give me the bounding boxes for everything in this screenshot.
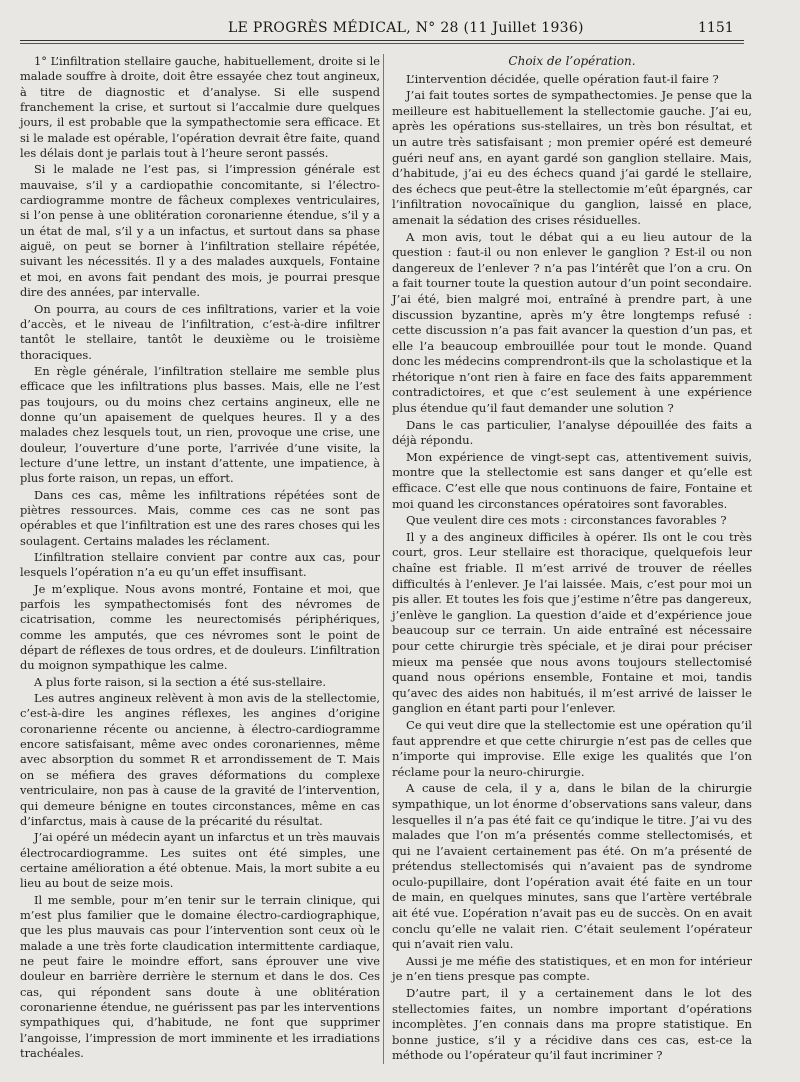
left-paragraph-1: 1° L’infiltration stellaire gauche, habituellement, droite si le malade souffre à droite, doit être essayée chez tout angineux, à titre de diagnostic et d’analyse. Si elle suspend franchement la crise, et surtout si l’accalmie dure quelques jours, il est probable que la sympathectomie sera efficace. Et si le malade est opérable, l’opération devrait être faite, quand les délais dont je parlais tout à l’heure seront passés. [20,54,380,161]
header-rule-thin [20,43,744,44]
left-paragraph-11: Il me semble, pour m’en tenir sur le terrain clinique, qui m’est plus familier que le domaine électro-cardiographique, que les plus mauvais cas pour l’intervention sont ceux où le malade a une très forte claudication intermittente cardiaque, ne peut faire le moindre effort, sans éprouver une vive douleur en barrière derrière le sternum et dans le dos. Ces cas, qui répondent sans doute à une oblitération coronarienne étendue, ne guérissent pas par les interventions sympathiques qui, d’habitude, ne font que supprimer l’angoisse, l’impression de mort imminente et les irradiations trachéales. [20,892,380,1060]
left-paragraph-7: Je m’explique. Nous avons montré, Fontaine et moi, que parfois les sympathectomisés font des névromes de cicatrisation, comme les neurectomisés périphériques, comme les amputés, que ces névromes sont le point de départ de réflexes de tous ordres, et de douleurs. L’infiltration du moignon sympathique les calme. [20,581,380,673]
right-paragraph-8: Ce qui veut dire que la stellectomie est une opération qu’il faut apprendre et que cette chirurgie n’est pas de celles que n’importe qui improvise. Elle exige les qualités que l’on réclame pour la neuro-chirurgie. [392,717,752,779]
right-paragraph-3: A mon avis, tout le débat qui a eu lieu autour de la question : faut-il ou non enlever le ganglion ? Est-il ou non dangereux de l’enlever ? n’a pas l’intérêt que l’on a cru. On a fait tourner toute la question autour d’un point secondaire. J’ai été, bien malgré moi, entraîné à prendre part, à une discussion byzantine, après m’y être longtemps refusé : cette discussion n’a pas fait avancer la question d’un pas, et elle l’a beaucoup embrouillée pour tout le monde. Quand donc les médecins comprendront-ils que la scholastique et la rhétorique n’ont rien à faire en face des faits apparemment contradictoires, et que c’est seulement à une expérience plus étendue qu’il faut demander une solution ? [392,229,752,416]
section-title: Choix de l’opération. [508,54,636,68]
right-paragraph-7: Il y a des angineux difficiles à opérer. Ils ont le cou très court, gros. Leur stellaire est thoracique, quelquefois leur chaîne est friable. Il m’est arrivé de trouver de réelles difficultés à l’enlever. Je l’ai laissée. Mais, c’est pour moi un pis aller. Et toutes les fois que j’estime n’être pas dangereux, j’enlève le ganglion. La question d’aide et d’expérience joue beaucoup sur ce terrain. Un aide entraîné est nécessaire pour cette chirurgie très spéciale, et je dirai pour préciser mieux ma pensée que nous avons toujours stellectomisé quand nous opérions ensemble, Fontaine et moi, tandis qu’avec des aides non habitués, il m’est arrivé de laisser le ganglion en étant parti pour l’enlever. [392,529,752,716]
right-paragraph-4: Dans le cas particulier, l’analyse dépouillée des faits a déjà répondu. [392,417,752,448]
running-title: LE PROGRÈS MÉDICAL, N° 28 (11 Juillet 1936) [228,20,584,36]
header-rule [20,40,744,41]
left-paragraph-9: Les autres angineux relèvent à mon avis de la stellectomie, c’est-à-dire les angines réflexes, les angines d’origine coronarienne récente ou ancienne, à électro-cardiogramme encore satisfaisant, même avec ondes coronariennes, même avec absorption du sommet R et arrondissement de T. Mais on se méfiera des graves déformations du complexe ventriculaire, non pas à cause de la gravité de l’intervention, qui demeure bénigne en toutes circonstances, même en cas d’infarctus, mais à cause de la précarité du résultat. [20,691,380,828]
page-header [0,18,800,42]
page-number: 1151 [698,20,734,36]
right-column [392,54,752,1065]
right-paragraph-9: A cause de cela, il y a, dans le bilan de la chirurgie sympathique, un lot énorme d’observations sans valeur, dans lesquelles il n’a pas été fait ce qu’indique le titre. J’ai vu des malades que l’on m’a présentés comme stellectomisés, et qui ne l’avaient certainement pas été. On m’a présenté de prétendus stellectomisés qui n’avaient pas de syndrome oculo-pupillaire, dont l’opération avait été faite en un tour de main, en quelques minutes, sans que l’artère vertébrale ait été vue. L’opération n’avait pas eu de succès. On en avait conclu qu’elle ne valait rien. C’était seulement l’opérateur qui n’avait rien valu. [392,781,752,952]
left-paragraph-3: On pourra, au cours de ces infiltrations, varier et la voie d’accès, et le niveau de l’infiltration, c’est-à-dire infiltrer tantôt le stellaire, tantôt le deuxième ou le troisième thoraciques. [20,301,380,362]
column-divider [383,54,384,1064]
right-paragraph-6: Que veulent dire ces mots : circonstances favorables ? [406,513,727,528]
left-paragraph-10: J’ai opéré un médecin ayant un infarctus et un très mauvais électrocardiogramme. Les suites ont été simples, une certaine amélioration a été obtenue. Mais, la mort subite a eu lieu au bout de seize mois. [20,830,380,891]
right-paragraph-11: D’autre part, il y a certainement dans le lot des stellectomies faites, un nombre important d’opérations incomplètes. J’en connais dans ma propre statistique. En bonne justice, s’il y a récidive dans ces cas, est-ce la méthode ou l’opérateur qu’il faut incriminer ? [392,986,752,1063]
left-paragraph-5: Dans ces cas, même les infiltrations répétées sont de piètres ressources. Mais, comme ces cas ne sont pas opérables et que l’infiltration est une des rares choses qui les soulagent. Certains malades les réclament. [20,487,380,548]
left-paragraph-2: Si le malade ne l’est pas, si l’impression générale est mauvaise, s’il y a cardiopathie concomitante, si l’électro-cardiogramme montre de fâcheux complexes ventriculaires, si l’on pense à une oblitération coronarienne étendue, s’il y a un état de mal, s’il y a un infactus, et surtout dans sa phase aiguë, on peut se borner à l’infiltration stellaire répétée, suivant les nécessités. Il y a des malades auxquels, Fontaine et moi, en avons fait pendant des mois, je pourrai presque dire des années, par intervalle. [20,162,380,300]
left-paragraph-8: A plus forte raison, si la section a été sus-stellaire. [34,674,327,689]
right-paragraph-5: Mon expérience de vingt-sept cas, attentivement suivis, montre que la stellectomie est sans danger et qu’elle est efficace. C’est elle que nous continuons de faire, Fontaine et moi quand les circonstances opératoires sont favorables. [392,449,752,511]
left-paragraph-6: L’infiltration stellaire convient par contre aux cas, pour lesquels l’opération n’a eu qu’un effet insuffisant. [20,550,380,580]
left-paragraph-4: En règle générale, l’infiltration stellaire me semble plus efficace que les infiltrations plus basses. Mais, elle ne l’est pas toujours, ou du moins chez certains angineux, elle ne donne qu’un apaisement de quelques heures. Il y a des malades chez lesquels tout, un rien, provoque une crise, une douleur, l’ouverture d’une porte, l’arrivée d’une visite, la lecture d’une lettre, un instant d’attente, une impatience, à plus forte raison, un repas, un effort. [20,363,380,486]
right-paragraph-1: L’intervention décidée, quelle opération faut-il faire ? [406,71,719,86]
right-paragraph-10: Aussi je me méfie des statistiques, et en mon for intérieur je n’en tiens presque pas compte. [392,953,752,984]
right-paragraph-2: J’ai fait toutes sortes de sympathectomies. Je pense que la meilleure est habituellement la stellectomie gauche. J’ai eu, après les opérations sus-stellaires, un très bon résultat, et un autre très satisfaisant ; mon premier opéré est demeuré guéri neuf ans, en ayant gardé son ganglion stellaire. Mais, d’habitude, j’ai eu des échecs quand j’ai gardé le stellaire, des échecs que peut-être la stellectomie m’eût épargnés, car l’infiltration novocaïnique du ganglion, laissé en place, amenait la sédation des crises résiduelles. [392,88,752,227]
left-column [20,54,380,1062]
